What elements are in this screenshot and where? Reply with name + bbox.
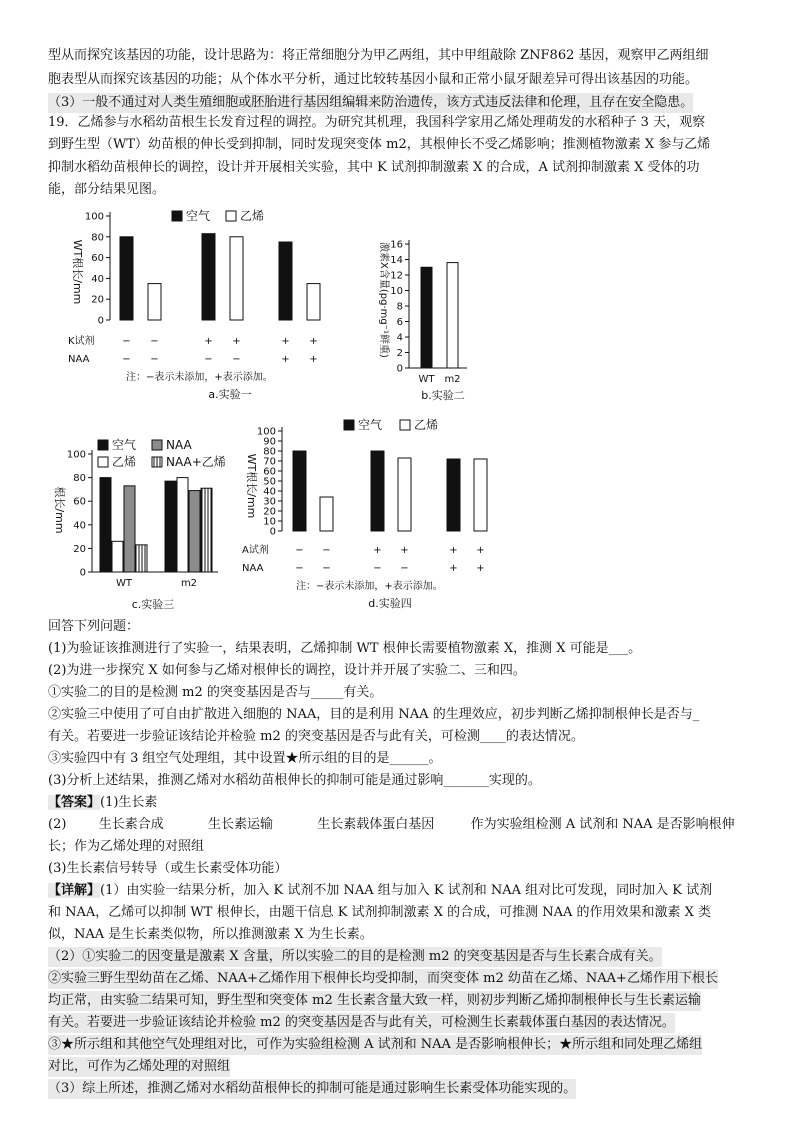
chart-c-legend-swatch xyxy=(98,457,108,467)
answer-1: (1)生长素 xyxy=(100,795,158,810)
chart-b-y-tick-label: 8 xyxy=(396,301,403,313)
explain-line-8: ③★所示组和其他空气处理组对比，可作为实验组检测 A 试剂和 NAA 是否影响根伸长；★所示组和同处理乙烯组 xyxy=(48,1035,702,1055)
chart-c-y-tick-label: 0 xyxy=(79,567,86,579)
chart-d-bar xyxy=(320,497,333,531)
chart-b-bar xyxy=(447,263,458,368)
chart-d-bar xyxy=(293,451,306,531)
answer-label: 【答案】 xyxy=(48,795,101,810)
chart-d-legend-label: 空气 xyxy=(358,418,383,432)
chart-c-x-label: m2 xyxy=(180,578,198,589)
chart-c-legend-label: NAA+乙烯 xyxy=(166,455,226,469)
chart-c-y-tick-label: 80 xyxy=(73,473,86,485)
chart-d-row1-sign: − xyxy=(322,545,331,556)
chart-d-ylabel: WT根长/mm xyxy=(245,453,258,519)
chart-c-bar xyxy=(177,478,188,572)
chart-a-legend-label: 空气 xyxy=(186,209,211,223)
chart-a-row1-sign: + xyxy=(281,336,290,347)
chart-a-y-tick-label: 40 xyxy=(91,273,104,285)
chart-a-row1-sign: + xyxy=(204,336,213,347)
chart-a-bar xyxy=(230,237,243,320)
chart-a-row1-sign: + xyxy=(309,336,318,347)
chart-b-y-tick-label: 10 xyxy=(390,286,403,297)
chart-b-y-tick-label: 16 xyxy=(390,239,403,251)
chart-c-legend-label: 空气 xyxy=(112,438,137,452)
chart-c-y-tick-label: 100 xyxy=(66,449,86,461)
explain-line-4: （2）①实验二的因变量是激素 X 含量，所以实验二的目的是检测 m2 的突变基因是否与生长素合成有关。 xyxy=(48,947,662,967)
chart-d-y-tick-label: 40 xyxy=(263,486,276,498)
chart-a-y-tick-label: 80 xyxy=(91,232,104,244)
chart-a-row2-sign: + xyxy=(309,354,318,365)
chart-c-bar xyxy=(189,491,200,572)
chart-a-row1-label: K试剂 xyxy=(68,336,95,347)
chart-d-y-tick-label: 20 xyxy=(263,506,276,518)
chart-d-bar xyxy=(474,459,487,531)
chart-d-row2-sign: + xyxy=(476,563,485,574)
intro-line-1: 型从而探究该基因的功能，设计思路为：将正常细胞分为甲乙两组，其中甲组敲除 ZNF862 基因，观察甲乙两组细 xyxy=(48,48,709,63)
chart-c-x-label: WT xyxy=(116,578,132,589)
chart-d-row1-sign: + xyxy=(476,545,485,556)
chart-a-row1-sign: − xyxy=(122,336,131,347)
chart-d-bar xyxy=(371,451,384,531)
intro-line-2: 胞表型从而探究该基因的功能；从个体水平分析，通过比较转基因小鼠和正常小鼠牙龈差异可得出该基因的功能。 xyxy=(48,72,699,87)
chart-b-y-tick-label: 14 xyxy=(390,255,403,266)
chart-d-row2-sign: − xyxy=(295,563,304,574)
chart-experiment-3 xyxy=(48,432,248,617)
chart-b-y-tick-label: 2 xyxy=(396,348,403,359)
chart-d-row1-label: A试剂 xyxy=(242,545,269,556)
chart-a-caption: a.实验一 xyxy=(208,388,252,401)
chart-d-row2-sign: + xyxy=(449,563,458,574)
explain-line-9: 对比，可作为乙烯处理的对照组 xyxy=(48,1057,230,1077)
chart-a-row1-sign: − xyxy=(150,336,159,347)
chart-a-y-tick-label: 60 xyxy=(91,253,104,265)
q19-line-1: 19．乙烯参与水稻幼苗根生长发育过程的调控。为研究其机理，我国科学家用乙烯处理萌发的水稻种子 3 天，观察 xyxy=(48,115,706,130)
chart-d-row2-sign: − xyxy=(322,563,331,574)
chart-d-row1-sign: + xyxy=(449,545,458,556)
chart-d-y-tick-label: 60 xyxy=(263,466,276,478)
answer-2-part-2: 生长素运输 xyxy=(208,817,274,832)
chart-a-bar xyxy=(120,237,133,320)
question-3: (3)分析上述结果，推测乙烯对水稻幼苗根伸长的抑制可能是通过影响_______实现的。 xyxy=(48,773,541,788)
question-2-b-2: 有关。若要进一步验证该结论并检验 m2 的突变基因是否与此有关，可检测____的表达情况。 xyxy=(48,729,584,744)
chart-a-row2-sign: − xyxy=(204,354,213,365)
question-2: (2)为进一步探究 X 如何参与乙烯对根伸长的调控，设计并开展了实验二、三和四。 xyxy=(48,663,526,678)
chart-c-ylabel: 根长/mm xyxy=(53,486,66,534)
chart-c-y-tick-label: 20 xyxy=(73,543,86,555)
question-2-b-1: ②实验三中使用了可自由扩散进入细胞的 NAA，目的是利用 NAA 的生理效应，初步判断乙烯抑制根伸长是否与_ xyxy=(48,707,700,722)
explain-line-10: （3）综上所述，推测乙烯对水稻幼苗根伸长的抑制可能是通过影响生长素受体功能实现的。 xyxy=(48,1079,576,1099)
chart-d-caption: d.实验四 xyxy=(368,597,412,610)
chart-a-legend-label: 乙烯 xyxy=(240,209,265,223)
chart-d-bar xyxy=(447,459,460,531)
chart-a-legend-swatch xyxy=(226,211,236,221)
chart-d-y-tick-label: 50 xyxy=(263,476,276,488)
question-2-a: ①实验二的目的是检测 m2 的突变基因是否与_____有关。 xyxy=(48,685,383,700)
chart-d-legend-swatch xyxy=(400,420,410,430)
chart-d-row2-label: NAA xyxy=(242,563,264,574)
explain-line-5: ②实验三野生型幼苗在乙烯、NAA+乙烯作用下根伸长均受抑制，而突变体 m2 幼苗在乙烯、NAA+乙烯作用下根长 xyxy=(48,969,718,989)
chart-a-row2-label: NAA xyxy=(68,354,90,365)
answer-line-1 xyxy=(48,793,157,813)
chart-b-y-tick-label: 0 xyxy=(396,363,403,375)
chart-c-y-tick-label: 40 xyxy=(73,520,86,532)
chart-d-row2-sign: − xyxy=(400,563,409,574)
answer-2-part-3: 生长素载体蛋白基因 xyxy=(317,817,435,832)
explain-line-6: 均正常，由实验二结果可知，野生型和突变体 m2 生长素含量大致一样，则初步判断乙烯抑制根伸长与生长素运输 xyxy=(48,991,701,1011)
chart-a-legend-swatch xyxy=(172,211,182,221)
chart-d-y-tick-label: 70 xyxy=(263,456,276,468)
chart-a-bar xyxy=(148,284,161,320)
chart-d-y-tick-label: 90 xyxy=(263,436,276,448)
explain-line-3: 似，NAA 是生长素类似物，所以推测激素 X 为生长素。 xyxy=(48,927,373,942)
chart-b-y-tick-label: 12 xyxy=(390,270,403,282)
chart-a-row2-sign: − xyxy=(232,354,241,365)
chart-c-legend-swatch xyxy=(152,457,162,467)
chart-a-y-tick-label: 0 xyxy=(97,315,104,327)
answer-2-part-4: 作为实验组检测 A 试剂和 NAA 是否影响根伸 xyxy=(470,817,735,832)
chart-c-legend-swatch xyxy=(98,440,108,450)
question-1: (1)为验证该推测进行了实验一，结果表明，乙烯抑制 WT 根伸长需要植物激素 X，推测 X 可能是___。 xyxy=(48,641,642,656)
chart-d-note: 注：−表示未添加，+表示添加。 xyxy=(296,581,443,592)
chart-a-row2-sign: − xyxy=(122,354,131,365)
chart-a-row1-sign: + xyxy=(232,336,241,347)
answer-line-2 xyxy=(48,815,735,835)
chart-experiment-4 xyxy=(240,410,520,615)
chart-b-y-tick-label: 4 xyxy=(396,332,403,344)
chart-a-bar xyxy=(279,242,292,320)
chart-experiment-2 xyxy=(375,228,495,408)
answer-2-cont: 长；作为乙烯处理的对照组 xyxy=(48,839,205,854)
chart-b-x-label: WT xyxy=(418,374,435,385)
answer-2-num: (2) xyxy=(48,817,67,832)
chart-c-bar xyxy=(100,478,111,572)
chart-c-bar xyxy=(136,545,147,572)
chart-d-legend-label: 乙烯 xyxy=(414,418,439,432)
explain-line-1 xyxy=(48,881,712,901)
chart-a-bar xyxy=(202,234,215,320)
answer-3: (3)生长素信号转导（或生长素受体功能） xyxy=(48,861,288,876)
chart-a-ylabel: WT根长/mm xyxy=(71,239,84,305)
chart-c-legend-label: 乙烯 xyxy=(112,455,137,469)
questions-lead: 回答下列问题： xyxy=(48,619,140,634)
intro-line-3: （3）一般不通过对人类生殖细胞或胚胎进行基因组编辑来防治遗传，该方式违反法律和伦理，且存在安全隐患。 xyxy=(48,93,693,113)
chart-b-y-tick-label: 6 xyxy=(396,317,403,328)
chart-a-y-tick-label: 20 xyxy=(91,294,104,306)
chart-d-y-tick-label: 100 xyxy=(256,426,276,438)
chart-b-ylabel: 激素X含量(pg·mg⁻¹鲜重) xyxy=(378,242,389,358)
question-2-c: ③实验四中有 3 组空气处理组，其中设置★所示组的目的是______。 xyxy=(48,751,442,766)
chart-d-row1-sign: + xyxy=(400,545,409,556)
chart-a-row2-sign: + xyxy=(281,354,290,365)
chart-c-bar xyxy=(201,488,212,572)
chart-c-bar xyxy=(112,541,123,572)
answer-2-part-1: 生长素合成 xyxy=(98,817,164,832)
q19-line-2: 到野生型（WT）幼苗根的伸长受到抑制，同时发现突变体 m2，其根伸长不受乙烯影响；推测植物激素 X 参与乙烯 xyxy=(48,137,711,152)
chart-d-y-tick-label: 0 xyxy=(269,526,276,538)
chart-d-y-tick-label: 80 xyxy=(263,446,276,458)
chart-d-y-tick-label: 10 xyxy=(263,516,276,528)
q19-line-3: 抑制水稻幼苗根伸长的调控，设计并开展相关实验，其中 K 试剂抑制激素 X 的合成，A 试剂抑制激素 X 受体的功 xyxy=(48,160,700,175)
chart-experiment-1 xyxy=(60,200,360,410)
chart-d-legend-swatch xyxy=(344,420,354,430)
explain-label: 【详解】 xyxy=(48,883,101,898)
chart-c-caption: c.实验三 xyxy=(131,598,175,611)
chart-c-bar xyxy=(165,481,176,572)
explain-l1: (1）由实验一结果分析，加入 K 试剂不加 NAA 组与加入 K 试剂和 NAA 组对比可发现，同时加入 K 试剂 xyxy=(100,883,713,898)
chart-a-row2-sign: − xyxy=(150,354,159,365)
chart-d-y-tick-label: 30 xyxy=(263,496,276,508)
chart-d-bar xyxy=(398,458,411,531)
chart-b-x-label: m2 xyxy=(444,374,461,385)
explain-line-2: 和 NAA，乙烯可以抑制 WT 根伸长，由题干信息 K 试剂抑制激素 X 的合成，可推测 NAA 的作用效果和激素 X 类 xyxy=(48,905,712,920)
chart-c-y-tick-label: 60 xyxy=(73,496,86,508)
chart-d-row2-sign: − xyxy=(373,563,382,574)
explain-line-7: 有关。若要进一步验证该结论并检验 m2 的突变基因是否与此有关，可检测生长素载体蛋白基因的表达情况。 xyxy=(48,1013,675,1033)
chart-a-y-tick-label: 100 xyxy=(84,211,104,223)
chart-d-row1-sign: − xyxy=(295,545,304,556)
chart-b-caption: b.实验二 xyxy=(421,389,465,402)
chart-d-row1-sign: + xyxy=(373,545,382,556)
chart-c-legend-label: NAA xyxy=(166,438,192,452)
chart-c-legend-swatch xyxy=(152,440,162,450)
chart-a-note: 注：−表示未添加，+表示添加。 xyxy=(126,372,273,383)
chart-a-bar xyxy=(307,284,320,320)
chart-c-bar xyxy=(124,486,135,572)
q19-line-4: 能，部分结果见图。 xyxy=(48,182,166,197)
chart-b-bar xyxy=(421,267,432,368)
